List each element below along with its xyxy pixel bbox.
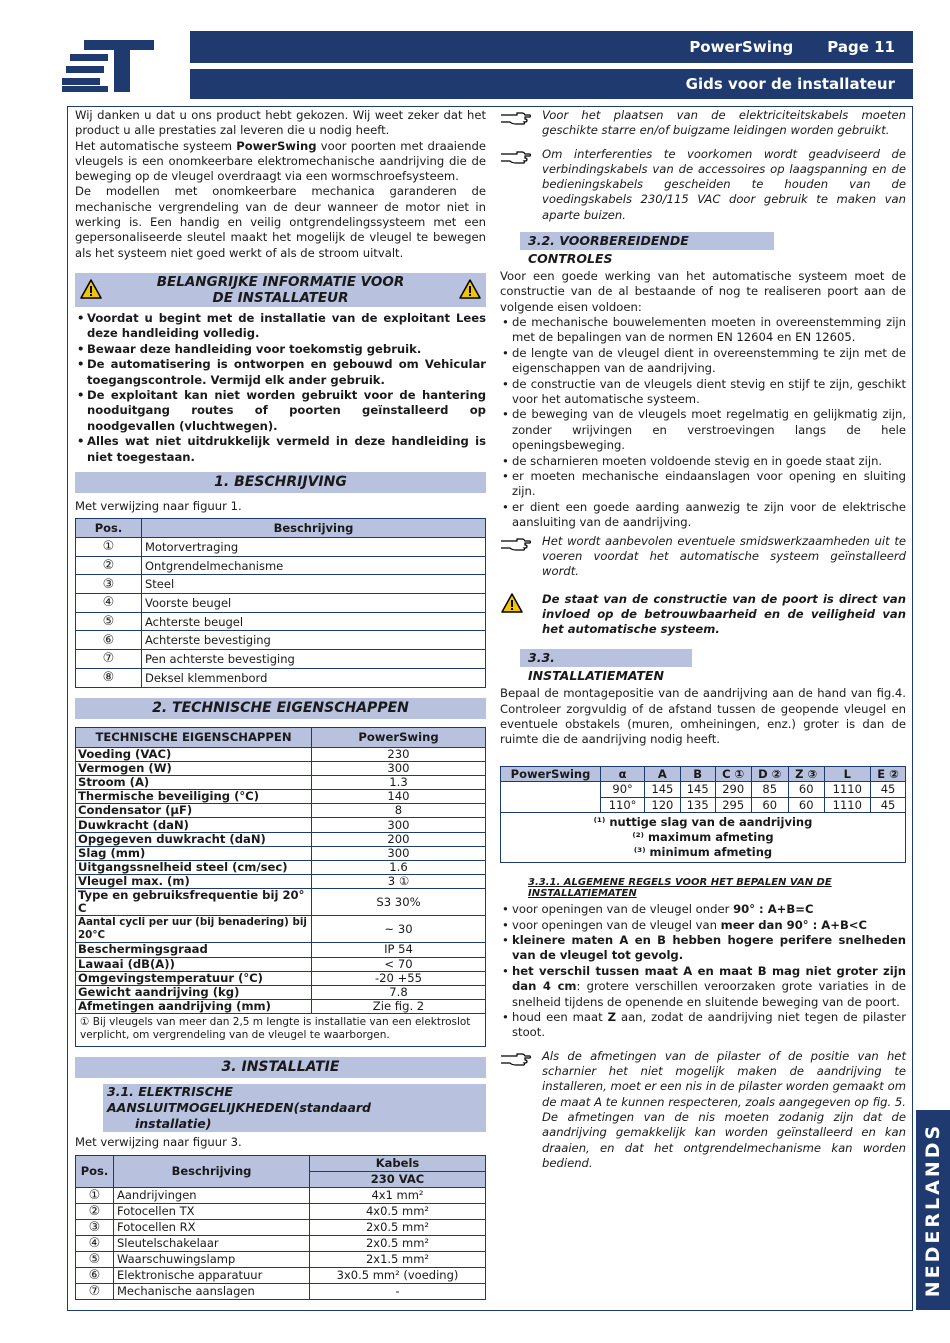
dimension-value: 60 [788, 797, 824, 813]
dimension-note: ⁽²⁾ maximum afmeting [632, 830, 774, 845]
spec-value: 200 [312, 832, 486, 846]
spec-value: 1.6 [312, 861, 486, 875]
table-row [76, 650, 486, 669]
spec-name: Gewicht aandrijving (kg) [76, 985, 312, 999]
warning-icon [459, 279, 481, 299]
spec-value: Zie fig. 2 [312, 1000, 486, 1014]
list-item: • Alles wat niet uitdrukkelijk vermeld in deze handleiding is niet toegestaan. [75, 434, 486, 465]
spec-value: 3 ① [312, 875, 486, 889]
intro-paragraph: Het automatische systeem PowerSwing voor poorten met draaiende vleugels is een onomkeerbare elektromechanische aandrijving die de beweging op de vleugel overdraagt via een wormschroefsysteem. [75, 138, 486, 184]
subsection-title-dimensions: 3.3. INSTALLATIEMATEN [520, 649, 692, 667]
row-description: Achterste beugel [142, 612, 486, 631]
pointing-hand-icon [500, 149, 532, 165]
spec-value: 1.3 [312, 775, 486, 789]
table-row [76, 668, 486, 687]
important-info-list [75, 311, 486, 465]
table-row [76, 1187, 486, 1203]
spec-name: Aantal cycli per uur (bij benadering) bij 20°C [76, 916, 312, 943]
table-row [76, 1000, 486, 1014]
left-column [75, 108, 486, 1300]
note: Voor het plaatsen van de elektriciteitskabels moeten geschikte starre en/of buigzame leidingen worden gebruikt. [500, 108, 906, 139]
company-logo [62, 40, 154, 92]
important-info-title: DE INSTALLATEUR [212, 289, 349, 306]
row-number: ⑦ [76, 1283, 114, 1299]
spec-name: Beschermingsgraad [76, 943, 312, 957]
row-number: ⑤ [76, 1251, 114, 1267]
intro-paragraph: Wij danken u dat u ons product hebt gekozen. Wij weet zeker dat het product u alle prestaties zal leveren die u nodig heeft. [75, 108, 486, 138]
warning-icon [80, 279, 102, 299]
warning-icon [501, 593, 523, 613]
row-description: Voorste beugel [142, 594, 486, 613]
figure-reference: Met verwijzing naar figuur 1. [75, 499, 242, 514]
list-item: • De exploitant kan niet worden gebruikt voor de hantering nooduitgang routes of poorten geïnstalleerd op noodgevallen (vluchtwegen). [75, 388, 486, 434]
row-number: ④ [76, 594, 142, 613]
table-row [76, 818, 486, 832]
row-description: Aandrijvingen [114, 1187, 310, 1203]
row-number: ⑤ [76, 612, 142, 631]
dimension-note: ⁽¹⁾ nuttige slag van de aandrijving [593, 815, 813, 830]
header-subtitle-bar [190, 69, 913, 99]
cables-table [75, 1155, 486, 1300]
row-number: ② [76, 556, 142, 575]
spec-value: ~ 30 [312, 916, 486, 943]
dimension-value: 1110 [824, 797, 871, 813]
table-row [76, 556, 486, 575]
list-item: • de beweging van de vleugels moet regelmatig en gelijkmatig zijn, zonder wrijvingen en verstroevingen langs de hele openingsbeweging. [500, 407, 906, 453]
page-number: Page 11 [827, 38, 895, 56]
table-header: Pos. [76, 519, 142, 538]
row-description: Deksel klemmenbord [142, 668, 486, 687]
row-number: ② [76, 1203, 114, 1219]
row-number: ① [76, 538, 142, 557]
table-header: Beschrijving [142, 519, 486, 538]
spec-value: 7.8 [312, 985, 486, 999]
specs-table [75, 727, 486, 1015]
table-row [76, 1251, 486, 1267]
cable-spec: - [310, 1283, 486, 1299]
table-header: A [645, 766, 680, 782]
dimension-value: 145 [645, 782, 680, 798]
table-row [76, 594, 486, 613]
subsection-title-checks: 3.2. VOORBEREIDENDE CONTROLES [520, 232, 774, 250]
table-row [76, 1235, 486, 1251]
list-item: • de lengte van de vleugel dient in overeenstemming te zijn met de eigenschappen van de aandrijving. [500, 346, 906, 377]
table-row [76, 790, 486, 804]
list-item: • Bewaar deze handleiding voor toekomstig gebruik. [75, 342, 486, 357]
spec-name: Condensator (µF) [76, 804, 312, 818]
list-item: • kleinere maten A en B hebben hogere perifere snelheden van de vleugel tot gevolg. [500, 933, 906, 964]
dimension-value: 295 [715, 797, 751, 813]
table-header: Kabels [310, 1155, 486, 1171]
row-number: ⑧ [76, 668, 142, 687]
spec-name: Voeding (VAC) [76, 747, 312, 761]
subsection-title-electrical: 3.1. ELEKTRISCHE AANSLUITMOGELIJKHEDEN(standaard installatie) [103, 1084, 486, 1132]
cable-spec: 4x1 mm² [310, 1187, 486, 1203]
table-row [76, 775, 486, 789]
intro-paragraph: De modellen met onomkeerbare mechanica garanderen de mechanische vergrendeling van de deur wanneer de motor niet in werking is. Een handig en veilig ontgrendelingssysteem met een gepersonaliseerde sleutel maakt het mogelijk de vleugel te bewegen als het systeem niet goed werkt of als de stroom uitvalt. [75, 184, 486, 260]
table-row [76, 985, 486, 999]
spec-value: 8 [312, 804, 486, 818]
table-row [76, 846, 486, 860]
row-number: ⑥ [76, 631, 142, 650]
pointing-hand-icon [500, 536, 532, 552]
spec-name: Thermische beveiliging (°C) [76, 790, 312, 804]
row-number: ⑥ [76, 1267, 114, 1283]
spec-value: 300 [312, 761, 486, 775]
table-row [76, 538, 486, 557]
table-row [76, 747, 486, 761]
table-row [76, 1203, 486, 1219]
list-item: • Voordat u begint met de installatie van de exploitant Lees deze handleiding volledig. [75, 311, 486, 342]
dimension-value: 135 [680, 797, 715, 813]
checks-intro: Voor een goede werking van het automatische systeem moet de constructie van de al bestaande of nog te realiseren poort aan de volgende eisen voldoen: [500, 269, 906, 314]
dimension-value: 1110 [824, 782, 871, 798]
pointing-hand-icon [500, 1051, 532, 1067]
header-bar [190, 31, 913, 63]
language-tab [916, 1110, 950, 1310]
warning-note: De staat van de constructie van de poort is direct van invloed op de betrouwbaarheid en de veiligheid van het automatische systeem. [500, 592, 906, 638]
table-row [76, 875, 486, 889]
list-item: • De automatisering is ontworpen en gebouwd om Vehicular toegangscontrole. Vermijd elk ander gebruik. [75, 357, 486, 388]
list-item: • er moeten mechanische eindaanslagen voor opening en sluiting zijn. [500, 469, 906, 500]
table-row [76, 971, 486, 985]
note: Het wordt aanbevolen eventuele smidswerkzaamheden uit te voeren voordat het automatische systeem geïnstalleerd wordt. [500, 534, 906, 580]
spec-name: Stroom (A) [76, 775, 312, 789]
spec-name: Duwkracht (daN) [76, 818, 312, 832]
list-item: • voor openingen van de vleugel onder 90° : A+B=C [500, 902, 906, 917]
table-row [76, 1267, 486, 1283]
table-header: TECHNISCHE EIGENSCHAPPEN [76, 727, 312, 747]
spec-value: 300 [312, 818, 486, 832]
table-header: C ① [715, 766, 751, 782]
page-subtitle: Gids voor de installateur [685, 75, 895, 93]
section-title-specs: 2. TECHNISCHE EIGENSCHAPPEN [75, 698, 486, 719]
dimension-value: 60 [788, 782, 824, 798]
spec-name: Omgevingstemperatuur (°C) [76, 971, 312, 985]
dimensions-text: Bepaal de montagepositie van de aandrijving aan de hand van fig.4. Controleer zorgvuldig of de afstand tussen de geopende vleugel en eventuele obstakels (muren, omheiningen, enz.) groter is dan de ruimte die de aandrijving nodig heeft. [500, 686, 906, 747]
section-title-installation: 3. INSTALLATIE [75, 1057, 486, 1078]
spec-name: Vermogen (W) [76, 761, 312, 775]
row-number: ⑦ [76, 650, 142, 669]
cable-spec: 2x0.5 mm² [310, 1235, 486, 1251]
list-item: • de constructie van de vleugels dient stevig en stijf te zijn, geschikt voor het automatische systeem. [500, 377, 906, 408]
table-header: D ② [751, 766, 788, 782]
table-row [76, 612, 486, 631]
important-info-title: BELANGRIJKE INFORMATIE VOOR [156, 273, 405, 290]
note: Om interferenties te voorkomen wordt geadviseerd de verbindingskabels van de accessoires op laagspanning en de bedieningskabels gescheiden te houden van de voedingskabels 230/115 VAC door gebruik te maken van aparte buizen. [500, 147, 906, 223]
row-description: Waarschuwingslamp [114, 1251, 310, 1267]
row-number: ① [76, 1187, 114, 1203]
spec-name: Slag (mm) [76, 846, 312, 860]
list-item: • voor openingen van de vleugel van meer dan 90° : A+B<C [500, 918, 906, 933]
row-number: ③ [76, 1219, 114, 1235]
figure-reference: Met verwijzing naar figuur 3. [75, 1135, 242, 1150]
spec-name: Lawaai (dB(A)) [76, 957, 312, 971]
dimension-value: 145 [680, 782, 715, 798]
spec-value: < 70 [312, 957, 486, 971]
table-row [76, 804, 486, 818]
spec-value: -20 +55 [312, 971, 486, 985]
section-title-description: 1. BESCHRIJVING [75, 472, 486, 493]
row-description: Mechanische aanslagen [114, 1283, 310, 1299]
right-column [500, 108, 906, 1171]
dimensions-table [500, 766, 906, 864]
dimension-value: 110° [601, 797, 645, 813]
dimension-value: 90° [601, 782, 645, 798]
row-description: Fotocellen RX [114, 1219, 310, 1235]
dimension-value: 85 [751, 782, 788, 798]
spec-name: Afmetingen aandrijving (mm) [76, 1000, 312, 1014]
language-label: NEDERLANDS [922, 1122, 944, 1298]
spec-value: 140 [312, 790, 486, 804]
row-description: Sleutelschakelaar [114, 1235, 310, 1251]
table-header: α [601, 766, 645, 782]
row-description: Elektronische apparatuur [114, 1267, 310, 1283]
cable-spec: 2x1.5 mm² [310, 1251, 486, 1267]
dimension-note: ⁽³⁾ minimum afmeting [633, 845, 773, 860]
note: Als de afmetingen van de pilaster of de positie van het scharnier het niet mogelijk maken de aandrijving te installeren, moet er een nis in de pilaster worden gemaakt om de maat A te kunnen respecteren, zoals aangegeven op fig. 5. De afmetingen van de nis moeten zodanig zijn dat de aandrijving gemakkelijk kan worden geïnstalleerd en kan draaien, en dat het ontgrendelmechanisme kan worden bediend. [500, 1049, 906, 1171]
dimension-value: 290 [715, 782, 751, 798]
spec-name: Uitgangssnelheid steel (cm/sec) [76, 861, 312, 875]
table-header: PowerSwing [312, 727, 486, 747]
table-header: Beschrijving [114, 1155, 310, 1187]
important-info-header [75, 273, 486, 307]
table-row [76, 861, 486, 875]
list-item: • de mechanische bouwelementen moeten in overeenstemming zijn met de bepalingen van de normen EN 12604 en EN 12605. [500, 315, 906, 346]
dimension-value: 60 [751, 797, 788, 813]
row-description: Fotocellen TX [114, 1203, 310, 1219]
table-row [76, 575, 486, 594]
table-header: E ② [871, 766, 906, 782]
cable-spec: 2x0.5 mm² [310, 1219, 486, 1235]
table-row [76, 631, 486, 650]
row-description: Motorvertraging [142, 538, 486, 557]
table-row [76, 832, 486, 846]
spec-name: Type en gebruiksfrequentie bij 20° C [76, 889, 312, 916]
specs-footnote: ① Bij vleugels van meer dan 2,5 m lengte is installatie van een elektroslot verplicht, om vergrendeling van de vleugel te waarborgen. [75, 1014, 486, 1047]
table-row [76, 943, 486, 957]
checks-list [500, 315, 906, 531]
list-item: • houd een maat Z aan, zodat de aandrijving niet tegen de pilaster stoot. [500, 1010, 906, 1041]
spec-name: Vleugel max. (m) [76, 875, 312, 889]
description-table [75, 518, 486, 687]
spec-value: IP 54 [312, 943, 486, 957]
spec-value: 300 [312, 846, 486, 860]
table-header: 230 VAC [310, 1171, 486, 1187]
list-item: • de scharnieren moeten voldoende stevig en in goede staat zijn. [500, 454, 906, 469]
rules-list [500, 902, 906, 1041]
cable-spec: 4x0.5 mm² [310, 1203, 486, 1219]
pointing-hand-icon [500, 110, 532, 126]
table-row [76, 761, 486, 775]
table-header: L [824, 766, 871, 782]
row-description: Steel [142, 575, 486, 594]
spec-value: S3 30% [312, 889, 486, 916]
table-row [76, 1283, 486, 1299]
spec-value: 230 [312, 747, 486, 761]
cable-spec: 3x0.5 mm² (voeding) [310, 1267, 486, 1283]
table-header: B [680, 766, 715, 782]
dimension-value: 45 [871, 782, 906, 798]
table-row [76, 957, 486, 971]
table-row [76, 889, 486, 916]
table-header: Z ③ [788, 766, 824, 782]
table-row [76, 1219, 486, 1235]
dimension-value: 45 [871, 797, 906, 813]
row-number: ③ [76, 575, 142, 594]
row-description: Achterste bevestiging [142, 631, 486, 650]
row-description: Pen achterste bevestiging [142, 650, 486, 669]
table-header: Pos. [76, 1155, 114, 1187]
list-item: • er dient een goede aarding aanwezig te zijn voor de elektrische aansluiting van de aandrijving. [500, 500, 906, 531]
row-description: Ontgrendelmechanisme [142, 556, 486, 575]
subsection-title-rules: 3.3.1. ALGEMENE REGELS VOOR HET BEPALEN VAN DE INSTALLATIEMATEN [528, 877, 832, 900]
spec-name: Opgegeven duwkracht (daN) [76, 832, 312, 846]
table-header: PowerSwing [501, 766, 601, 782]
table-row [76, 916, 486, 943]
row-number: ④ [76, 1235, 114, 1251]
list-item: • het verschil tussen maat A en maat B mag niet groter zijn dan 4 cm: grotere verschillen veroorzaken grote variaties in de snelheid tijdens de openende en sluitende beweging van de poort. [500, 964, 906, 1010]
table-row [501, 782, 906, 798]
dimension-value: 120 [645, 797, 680, 813]
product-name: PowerSwing [689, 38, 794, 56]
